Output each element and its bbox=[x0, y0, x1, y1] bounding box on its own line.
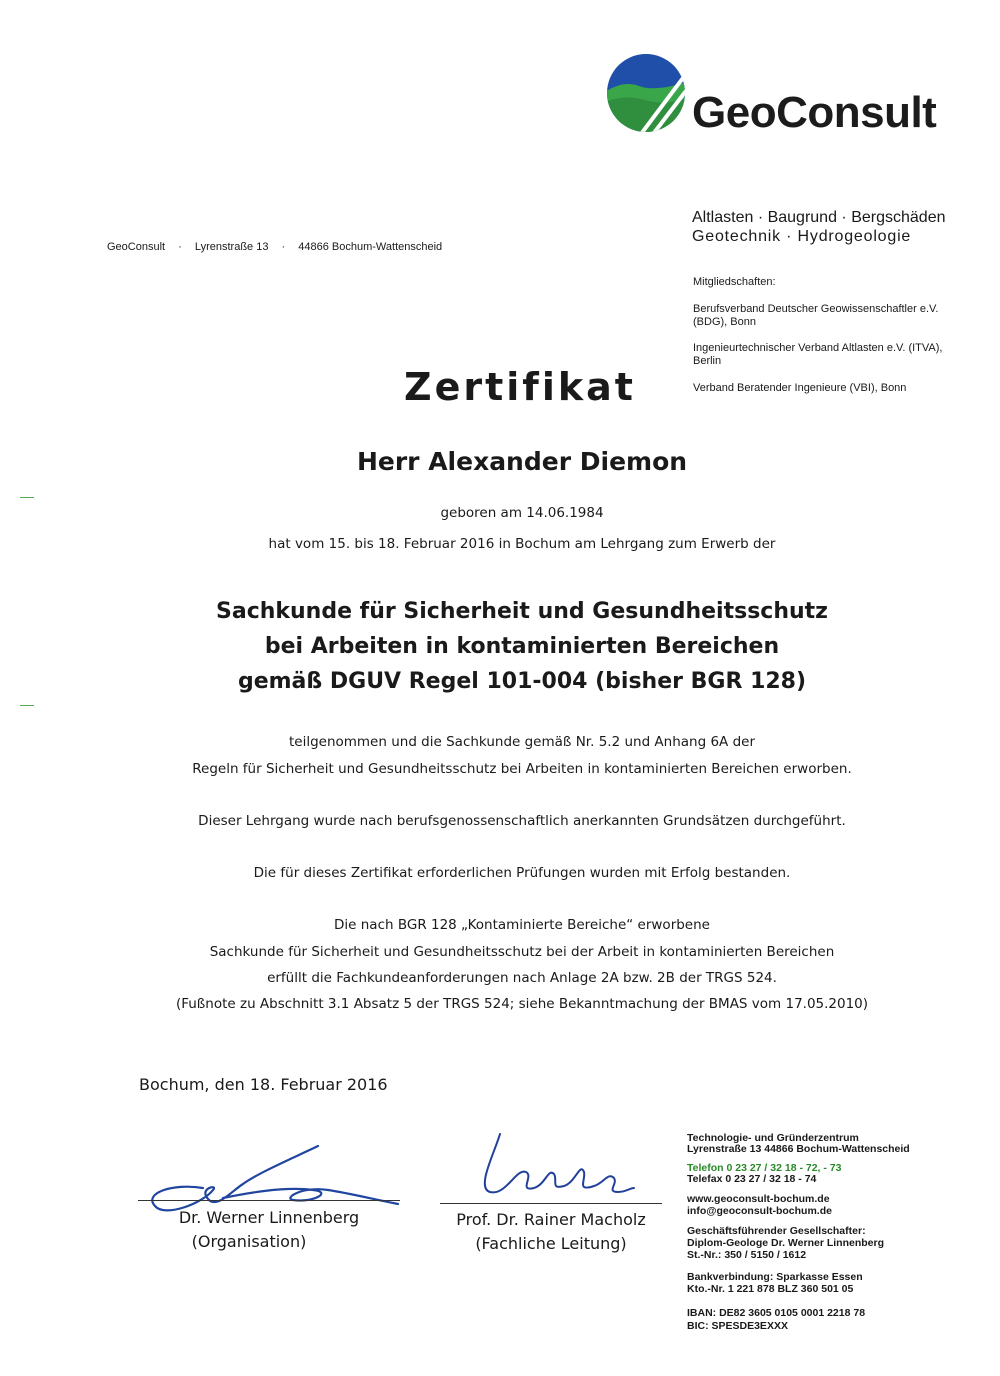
sender-street: Lyrenstraße 13 bbox=[194, 241, 269, 253]
certificate-title: Zertifikat bbox=[404, 365, 636, 409]
body-paragraph-line: Sachkunde für Sicherheit und Gesundheitsschutz bei der Arbeit in kontaminierten Bereichen bbox=[209, 944, 835, 960]
body-paragraph-line: teilgenommen und die Sachkunde gemäß Nr. 5.2 und Anhang 6A der bbox=[288, 734, 756, 750]
body-paragraph-line: Die für dieses Zertifikat erforderlichen Prüfungen wurden mit Erfolg bestanden. bbox=[253, 865, 791, 881]
signatory-name: Prof. Dr. Rainer Macholz bbox=[456, 1210, 646, 1229]
membership-item: Ingenieurtechnischer Verband Altlasten e.V. (ITVA), Berlin bbox=[693, 342, 943, 367]
signatory-role: (Fachliche Leitung) bbox=[475, 1234, 627, 1253]
footer-management-line: Diplom-Geologe Dr. Werner Linnenberg bbox=[687, 1237, 884, 1249]
sender-address-line bbox=[107, 241, 452, 253]
footer-iban: IBAN: DE82 3605 0105 0001 2218 78 bbox=[687, 1307, 866, 1319]
footnote-line: (Fußnote zu Abschnitt 3.1 Absatz 5 der TRGS 524; siehe Bekanntmachung der BMAS vom 17.05.2010) bbox=[175, 996, 869, 1012]
course-intro: hat vom 15. bis 18. Februar 2016 in Bochum am Lehrgang zum Erwerb der bbox=[268, 536, 776, 552]
fold-mark bbox=[20, 705, 34, 706]
body-paragraph-line: erfüllt die Fachkundeanforderungen nach Anlage 2A bzw. 2B der TRGS 524. bbox=[267, 970, 777, 986]
signature-line bbox=[138, 1200, 400, 1201]
memberships-title: Mitgliedschaften: bbox=[693, 276, 776, 288]
body-paragraph-line: Die nach BGR 128 „Kontaminierte Bereiche“ erworbene bbox=[334, 917, 710, 933]
body-paragraph-line: Regeln für Sicherheit und Gesundheitsschutz bei Arbeiten in kontaminierten Bereichen erworben. bbox=[192, 761, 852, 777]
sender-city: 44866 Bochum-Wattenscheid bbox=[298, 241, 443, 253]
signature-line bbox=[440, 1203, 662, 1204]
footer-management-line: Geschäftsführender Gesellschafter: bbox=[687, 1225, 866, 1237]
footer-bic: BIC: SPESDE3EXXX bbox=[687, 1320, 788, 1332]
place-date: Bochum, den 18. Februar 2016 bbox=[139, 1075, 388, 1094]
footer-phone: Telefon 0 23 27 / 32 18 - 72, - 73 bbox=[687, 1162, 842, 1174]
sender-separator: · bbox=[178, 241, 182, 253]
signature-image bbox=[468, 1128, 638, 1208]
logo-text: GeoConsult bbox=[692, 88, 937, 137]
services-line-2: Geotechnik · Hydrogeologie bbox=[692, 228, 912, 245]
footer-address-line: Lyrenstraße 13 44866 Bochum-Wattenscheid bbox=[687, 1143, 910, 1155]
birth-date: geboren am 14.06.1984 bbox=[440, 505, 604, 521]
footer-bank-line: Kto.-Nr. 1 221 878 BLZ 360 501 05 bbox=[687, 1283, 854, 1295]
footer-website-link[interactable]: www.geoconsult-bochum.de bbox=[687, 1193, 830, 1205]
fold-mark bbox=[20, 497, 34, 498]
membership-item: Berufsverband Deutscher Geowissenschaftler e.V. (BDG), Bonn bbox=[693, 303, 939, 328]
course-title-line: Sachkunde für Sicherheit und Gesundheitsschutz bbox=[216, 599, 828, 624]
signatory-role: (Organisation) bbox=[191, 1232, 307, 1251]
course-title-line: bei Arbeiten in kontaminierten Bereichen bbox=[264, 634, 780, 659]
services-line-1: Altlasten · Baugrund · Bergschäden bbox=[692, 209, 946, 226]
sender-separator: · bbox=[281, 241, 286, 253]
recipient-name: Herr Alexander Diemon bbox=[356, 447, 688, 476]
footer-fax: Telefax 0 23 27 / 32 18 - 74 bbox=[687, 1173, 817, 1185]
sender-company: GeoConsult bbox=[107, 241, 166, 253]
course-title-line: gemäß DGUV Regel 101-004 (bisher BGR 128) bbox=[237, 669, 807, 694]
membership-item: Verband Beratender Ingenieure (VBI), Bonn bbox=[693, 382, 907, 394]
footer-bank-line: Bankverbindung: Sparkasse Essen bbox=[687, 1271, 863, 1283]
footer-email-link[interactable]: info@geoconsult-bochum.de bbox=[687, 1205, 832, 1217]
geoconsult-globe-icon bbox=[605, 52, 687, 134]
body-paragraph-line: Dieser Lehrgang wurde nach berufsgenossenschaftlich anerkannten Grundsätzen durchgeführt. bbox=[198, 813, 846, 829]
footer-tax-number: St.-Nr.: 350 / 5150 / 1612 bbox=[687, 1249, 807, 1261]
signatory-name: Dr. Werner Linnenberg bbox=[178, 1208, 360, 1227]
footer-address-line: Technologie- und Gründerzentrum bbox=[687, 1132, 859, 1144]
